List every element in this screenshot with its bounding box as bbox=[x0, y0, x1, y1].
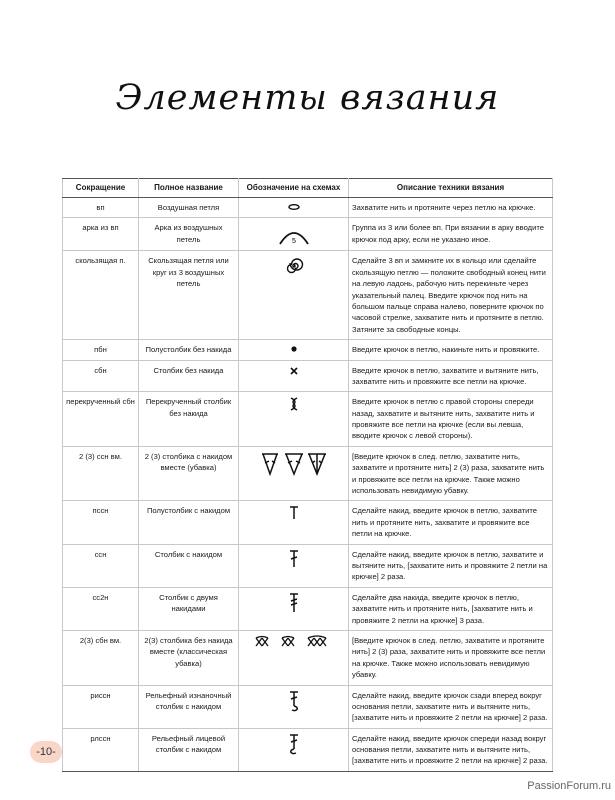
dot-icon bbox=[289, 344, 299, 354]
symbol-cell bbox=[239, 251, 349, 340]
arch-icon bbox=[274, 222, 314, 246]
full-name-cell: Арка из воздушных петель bbox=[139, 218, 239, 251]
abbreviation-cell: 2 (3) ссн вм. bbox=[63, 446, 139, 501]
abbreviation-cell: перекрученный сбн bbox=[63, 392, 139, 447]
symbol-cell bbox=[239, 630, 349, 685]
full-name-cell: Столбик с двумя накидами bbox=[139, 587, 239, 630]
abbreviation-cell: сбн bbox=[63, 360, 139, 392]
symbol-cell bbox=[239, 340, 349, 360]
hdc-icon bbox=[288, 505, 300, 521]
spiral-icon bbox=[283, 255, 305, 277]
header-abbreviation: Сокращение bbox=[63, 179, 139, 198]
description-cell: [Введите крючок в след. петлю, захватите и протяните нить] 2 (3) раза, захватите нить и провяжите все петли на крючке. Также можно использовать невидимую убавку. bbox=[349, 630, 553, 685]
symbol-cell bbox=[239, 198, 349, 218]
full-name-cell: Рельефный лицевой столбик с накидом bbox=[139, 728, 239, 771]
header-full-name: Полное название bbox=[139, 179, 239, 198]
full-name-cell: Рельефный изнаночный столбик с накидом bbox=[139, 685, 239, 728]
twisted-x-icon bbox=[287, 396, 301, 412]
abbreviation-cell: сс2н bbox=[63, 587, 139, 630]
table-row bbox=[63, 218, 553, 251]
decrease-icon bbox=[259, 451, 329, 477]
description-cell: Сделайте два накида, введите крючок в петлю, захватите нить и протяните нить, [захватите нить и провяжите 2 петли на крючке] 3 раза. bbox=[349, 587, 553, 630]
symbol-cell bbox=[239, 446, 349, 501]
dc-icon bbox=[288, 549, 300, 569]
arch-count-label: 5 bbox=[291, 238, 296, 246]
x-icon bbox=[288, 365, 300, 377]
full-name-cell: Столбик с накидом bbox=[139, 544, 239, 587]
description-cell: Сделайте накид, введите крючок сзади вперед вокруг основания петли, захватите нить и вытяните нить, [захватите нить и провяжите 2 петли на крючке] 2 раза. bbox=[349, 685, 553, 728]
description-cell: Сделайте накид, введите крючок в петлю, захватите и вытяните нить, [захватите нить и провяжите 2 петли на крючке] 2 раза. bbox=[349, 544, 553, 587]
symbol-cell bbox=[239, 360, 349, 392]
front-post-icon bbox=[287, 733, 301, 755]
table-row bbox=[63, 340, 553, 360]
full-name-cell: 2(3) столбика без накида вместе (классическая убавка) bbox=[139, 630, 239, 685]
description-cell: Группа из 3 или более вп. При вязании в арку вводите крючок под арку, если не указано иное. bbox=[349, 218, 553, 251]
abbreviation-cell: пбн bbox=[63, 340, 139, 360]
abbreviation-cell: скользящая п. bbox=[63, 251, 139, 340]
symbol-cell bbox=[239, 501, 349, 544]
symbol-cell bbox=[239, 218, 349, 251]
description-cell: Введите крючок в петлю, захватите и вытяните нить, захватите нить и провяжите все петли на крючке. bbox=[349, 360, 553, 392]
abbreviation-cell: ссн bbox=[63, 544, 139, 587]
abbreviation-cell: риссн bbox=[63, 685, 139, 728]
table-row bbox=[63, 630, 553, 685]
page-number: -10- bbox=[30, 741, 62, 763]
header-description: Описание техники вязания bbox=[349, 179, 553, 198]
description-cell: Введите крючок в петлю с правой стороны спереди назад, захватите и вытяните нить, захватите нить и провяжите все петли на крючке (если вы левша, вводите крючок с левой стороны). bbox=[349, 392, 553, 447]
table-row bbox=[63, 544, 553, 587]
symbol-cell bbox=[239, 392, 349, 447]
abbreviation-cell: рлссн bbox=[63, 728, 139, 771]
table-row bbox=[63, 360, 553, 392]
table-row bbox=[63, 198, 553, 218]
header-symbol: Обозначение на схемах bbox=[239, 179, 349, 198]
full-name-cell: Полустолбик без накида bbox=[139, 340, 239, 360]
table-row bbox=[63, 728, 553, 771]
table-header-row bbox=[63, 179, 553, 198]
full-name-cell: Скользящая петля или круг из 3 воздушных петель bbox=[139, 251, 239, 340]
table-row bbox=[63, 392, 553, 447]
watermark: PassionForum.ru bbox=[527, 780, 611, 792]
description-cell: Сделайте накид, введите крючок в петлю, захватите нить и протяните нить, захватите и провяжите все петли на крючке. bbox=[349, 501, 553, 544]
back-post-icon bbox=[287, 690, 301, 712]
symbol-cell bbox=[239, 728, 349, 771]
description-cell: Сделайте накид, введите крючок спереди назад вокруг основания петли, захватите нить и вытяните нить, [захватите нить и провяжите 2 петли на крючке] 2 раза. bbox=[349, 728, 553, 771]
abbreviation-cell: арка из вп bbox=[63, 218, 139, 251]
full-name-cell: 2 (3) столбика с накидом вместе (убавка) bbox=[139, 446, 239, 501]
chain-icon bbox=[284, 202, 304, 212]
tr-icon bbox=[288, 592, 300, 614]
full-name-cell: Полустолбик с накидом bbox=[139, 501, 239, 544]
stitch-table bbox=[62, 178, 553, 772]
table-row bbox=[63, 685, 553, 728]
table-row bbox=[63, 587, 553, 630]
abbreviation-cell: вп bbox=[63, 198, 139, 218]
full-name-cell: Воздушная петля bbox=[139, 198, 239, 218]
description-cell: Сделайте 3 вп и замкните их в кольцо или сделайте скользящую петлю — положите свободный конец нити на левую ладонь, рабочую нить перекиньте через указательный палец. Введите крючок под нить на большом пальце справа налево, поверните крючок по часовой стрелке, захватите нить и протяните в петлю. Затяните за свободные концы. bbox=[349, 251, 553, 340]
abbreviation-cell: пссн bbox=[63, 501, 139, 544]
table-row bbox=[63, 251, 553, 340]
symbol-cell bbox=[239, 685, 349, 728]
description-cell: Захватите нить и протяните через петлю на крючке. bbox=[349, 198, 553, 218]
full-name-cell: Столбик без накида bbox=[139, 360, 239, 392]
description-cell: Введите крючок в петлю, накиньте нить и провяжите. bbox=[349, 340, 553, 360]
table-row bbox=[63, 446, 553, 501]
symbol-cell bbox=[239, 587, 349, 630]
symbol-cell bbox=[239, 544, 349, 587]
sc-decrease-icon bbox=[254, 635, 334, 649]
abbreviation-cell: 2(3) сбн вм. bbox=[63, 630, 139, 685]
table-row bbox=[63, 501, 553, 544]
page-title: Элементы вязания bbox=[115, 78, 500, 118]
description-cell: [Введите крючок в след. петлю, захватите нить, захватите и протяните нить] 2 (3) раза, захватите нить и провяжите все петли на крючке. Также можно использовать невидимую убавку. bbox=[349, 446, 553, 501]
full-name-cell: Перекрученный столбик без накида bbox=[139, 392, 239, 447]
